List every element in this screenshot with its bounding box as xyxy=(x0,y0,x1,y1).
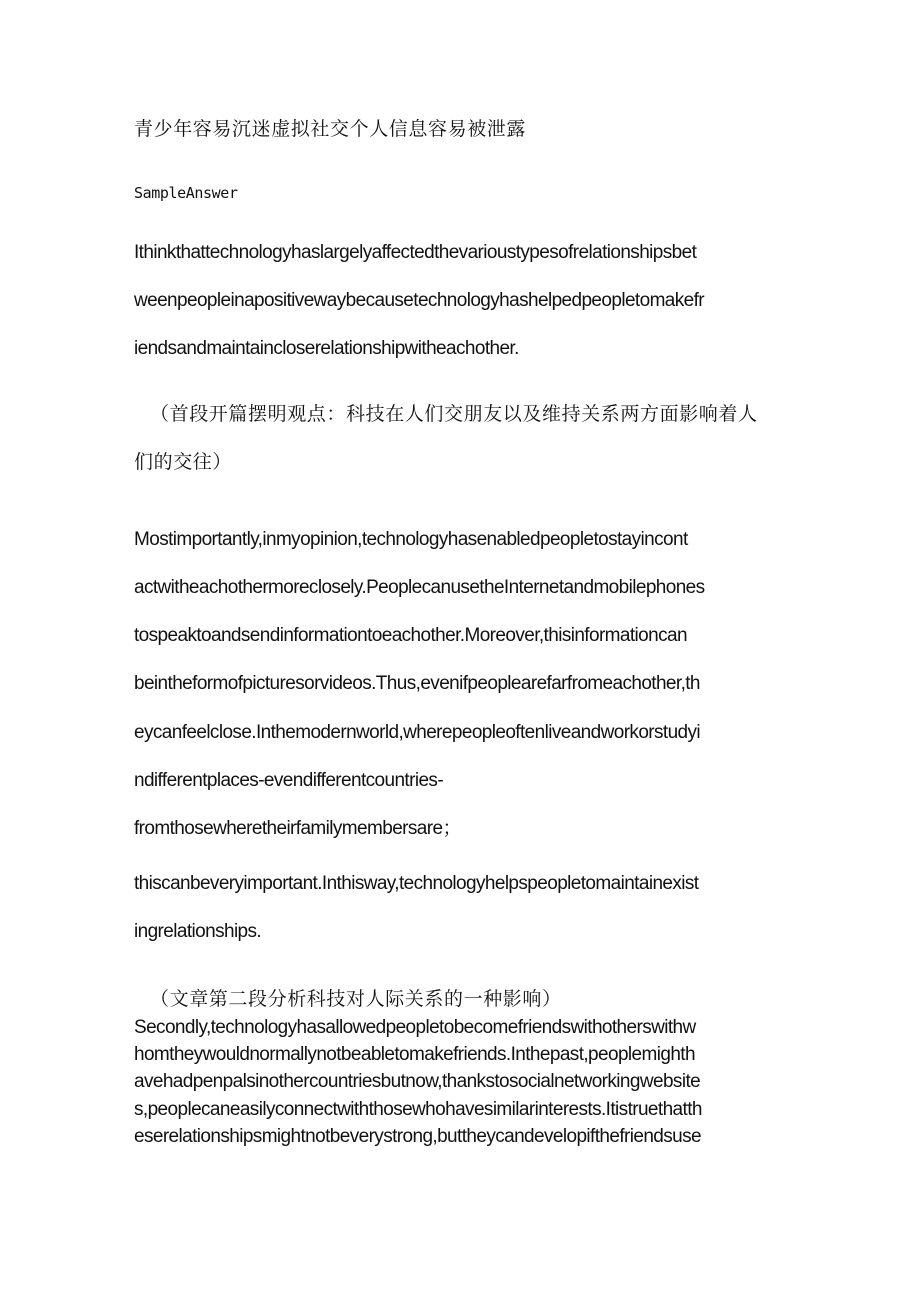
paragraph-line: homtheywouldnormallynotbeabletomakefriends.Inthepast,peoplemighth xyxy=(134,1044,695,1065)
paragraph-line: iendsandmaintaincloserelationshipwitheachother. xyxy=(134,338,519,359)
paragraph-line: tospeaktoandsendinformationtoeachother.Moreover,thisinformationcan xyxy=(134,625,687,646)
paragraph-line: eycanfeelclose.Inthemodernworld,wherepeopleoftenliveandworkorstudyi xyxy=(134,722,701,743)
paragraph-line: beintheformofpicturesorvideos.Thus,evenifpeoplearefarfromeachother,th xyxy=(134,673,700,694)
document-title: 青少年容易沉迷虚拟社交个人信息容易被泄露 xyxy=(134,118,527,140)
paragraph-line: Mostimportantly,inmyopinion,technologyhasenabledpeopletostayincont xyxy=(134,529,688,550)
note-line: （首段开篇摆明观点：科技在人们交朋友以及维持关系两方面影响着人 xyxy=(150,403,758,425)
paragraph-line: s,peoplecaneasilyconnectwiththosewhohavesimilarinterests.Itistruethatth xyxy=(134,1099,702,1120)
note-2: （文章第二段分析科技对人际关系的一种影响） xyxy=(150,988,562,1010)
paragraph-line: thiscanbeveryimportant.Inthisway,technologyhelpspeopletomaintainexist xyxy=(134,873,699,894)
paragraph-line: actwitheachothermoreclosely.PeoplecanusetheInternetandmobilephones xyxy=(134,577,705,598)
paragraph-line: avehadpenpalsinothercountriesbutnow,thankstosocialnetworkingwebsite xyxy=(134,1071,701,1092)
paragraph-line: weenpeopleinapositivewaybecausetechnologyhashelpedpeopletomakefr xyxy=(134,290,705,311)
paragraph-line: ndifferentplaces-evendifferentcountries- xyxy=(134,770,444,791)
paragraph-line: Secondly,technologyhasallowedpeopletobecomefriendswithotherswithw xyxy=(134,1017,696,1038)
paragraph-line: Ithinkthattechnologyhaslargelyaffectedthevarioustypesofrelationshipsbet xyxy=(134,242,697,263)
paragraph-line: eserelationshipsmightnotbeverystrong,buttheycandevelopifthefriendsuse xyxy=(134,1126,701,1147)
paragraph-line: fromthosewheretheirfamilymembersare； xyxy=(134,818,461,839)
paragraph-line: ingrelationships. xyxy=(134,921,262,942)
sample-answer-label: SampleAnswer xyxy=(134,184,238,202)
note-line: 们的交往） xyxy=(134,451,233,473)
